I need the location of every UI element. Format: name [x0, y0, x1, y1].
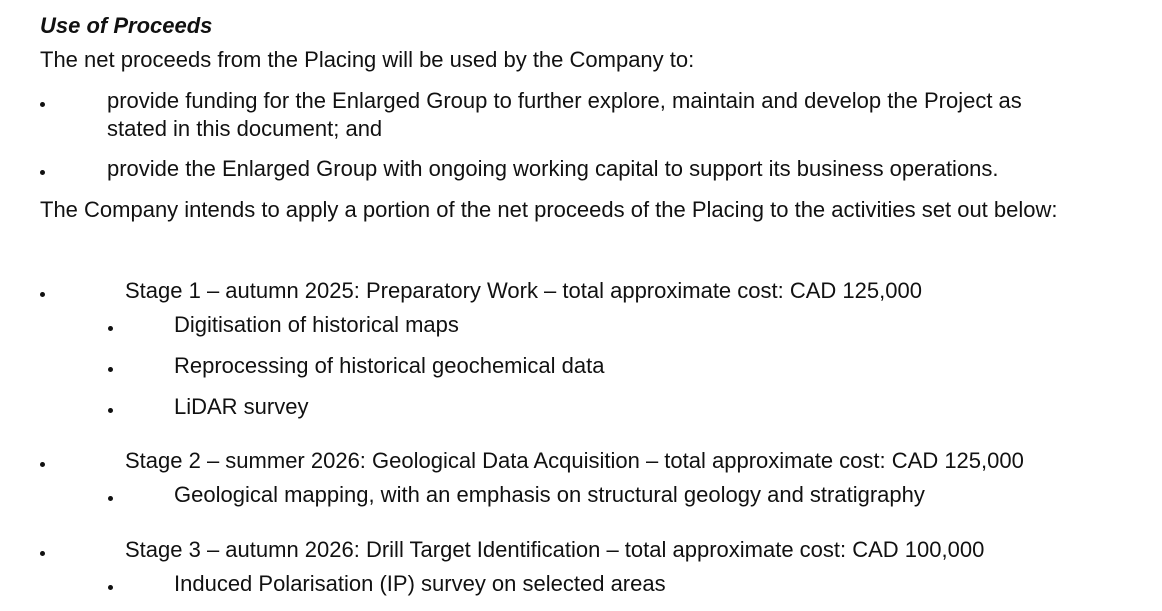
- bullet-icon: [40, 292, 45, 297]
- bullet-icon: [108, 585, 113, 590]
- bullet-icon: [40, 551, 45, 556]
- bullet-icon: [40, 462, 45, 467]
- section-heading: Use of Proceeds: [40, 13, 213, 38]
- stage-sub-item: LiDAR survey: [174, 394, 309, 419]
- bullet-icon: [108, 367, 113, 372]
- stage-sub-item: Induced Polarisation (IP) survey on selected areas: [174, 571, 666, 596]
- stage-sub-item: Reprocessing of historical geochemical data: [174, 353, 605, 378]
- stage-sub-item: Digitisation of historical maps: [174, 312, 459, 337]
- stage-title: Stage 1 – autumn 2025: Preparatory Work – total approximate cost: CAD 125,000: [125, 278, 922, 303]
- list-item-text: provide funding for the Enlarged Group to further explore, maintain and develop the Project as: [107, 88, 1022, 113]
- application-paragraph: The Company intends to apply a portion of the net proceeds of the Placing to the activities set out below:: [40, 197, 1058, 222]
- bullet-icon: [40, 170, 45, 175]
- list-item-text: stated in this document; and: [107, 116, 383, 141]
- bullet-icon: [108, 326, 113, 331]
- bullet-icon: [108, 408, 113, 413]
- bullet-icon: [108, 496, 113, 501]
- stage-title: Stage 3 – autumn 2026: Drill Target Identification – total approximate cost: CAD 100,000: [125, 537, 985, 562]
- stage-title: Stage 2 – summer 2026: Geological Data Acquisition – total approximate cost: CAD 125,000: [125, 448, 1024, 473]
- intro-text: The net proceeds from the Placing will be used by the Company to:: [40, 47, 695, 72]
- stage-sub-item: Geological mapping, with an emphasis on structural geology and stratigraphy: [174, 482, 925, 507]
- bullet-icon: [40, 102, 45, 107]
- list-item-text: provide the Enlarged Group with ongoing working capital to support its business operations.: [107, 156, 999, 181]
